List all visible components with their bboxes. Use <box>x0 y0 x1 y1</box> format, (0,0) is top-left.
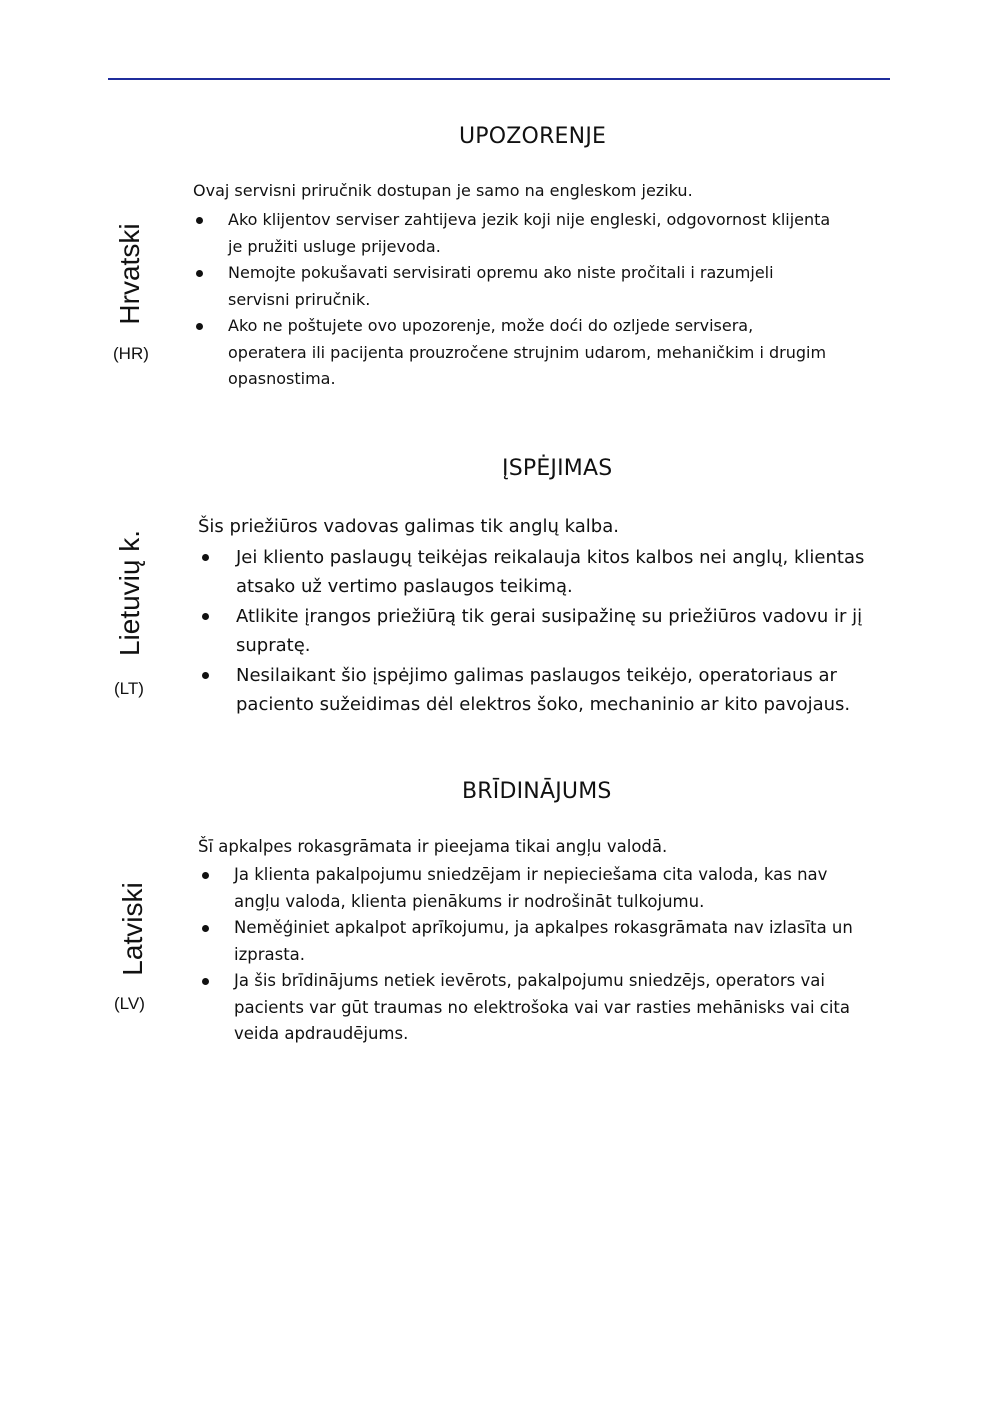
bullet-icon <box>202 978 209 985</box>
list-item-text: Atlikite įrangos priežiūrą tik gerai susipažinę su priežiūros vadovu ir jį supratę. <box>236 606 863 656</box>
list-item-text: Ja klienta pakalpojumu sniedzējam ir nepieciešama cita valoda, kas nav angļu valoda, klienta pienākums ir nodrošināt tulkojumu. <box>234 865 828 911</box>
warning-list <box>193 207 893 393</box>
intro-text: Ovaj servisni priručnik dostupan je samo na engleskom jeziku. <box>193 181 693 200</box>
list-item <box>193 207 893 260</box>
list-item-text: Nesilaikant šio įspėjimo galimas paslaugos teikėjo, operatoriaus ar paciento sužeidimas dėl elektros šoko, mechaninio ar kito pavojaus. <box>236 665 851 715</box>
section-title: UPOZORENJE <box>459 124 607 149</box>
language-code: (LV) <box>114 994 145 1013</box>
list-item <box>198 602 898 660</box>
bullet-icon <box>202 672 209 679</box>
list-item-text: Ako klijentov serviser zahtijeva jezik koji nije engleski, odgovornost klijenta je pružiti usluge prijevoda. <box>228 210 831 256</box>
list-item <box>198 862 898 915</box>
language-label: Lietuvių k. <box>114 529 145 657</box>
section-title: ĮSPĖJIMAS <box>502 456 613 481</box>
language-label: Latviski <box>117 882 148 976</box>
language-code: (HR) <box>113 344 149 363</box>
list-item <box>198 543 898 601</box>
warning-list <box>198 862 898 1048</box>
bullet-icon <box>202 613 209 620</box>
list-item-text: Nemojte pokušavati servisirati opremu ako niste pročitali i razumjeli servisni priručnik. <box>228 263 774 309</box>
list-item <box>193 260 893 313</box>
section-title: BRĪDINĀJUMS <box>462 779 612 804</box>
list-item-text: Neměģiniet apkalpot aprīkojumu, ja apkalpes rokasgrāmata nav izlasīta un izprasta. <box>234 918 853 964</box>
intro-text: Šī apkalpes rokasgrāmata ir pieejama tikai angļu valodā. <box>198 837 668 856</box>
bullet-icon <box>196 323 203 330</box>
bullet-icon <box>202 925 209 932</box>
list-item <box>198 915 898 968</box>
bullet-icon <box>202 872 209 879</box>
intro-text: Šis priežiūros vadovas galimas tik anglų kalba. <box>198 516 619 537</box>
bullet-icon <box>196 217 203 224</box>
bullet-icon <box>196 270 203 277</box>
language-code: (LT) <box>114 679 144 698</box>
warning-list <box>198 543 898 719</box>
bullet-icon <box>202 554 209 561</box>
list-item <box>198 661 898 719</box>
list-item <box>193 313 893 393</box>
language-label: Hrvatski <box>114 223 145 325</box>
list-item-text: Ako ne poštujete ovo upozorenje, može doći do ozljede servisera, operatera ili pacijenta prouzročene strujnim udarom, mehaničkim i drugim opasnostima. <box>228 316 827 388</box>
header-rule <box>108 78 890 80</box>
list-item <box>198 968 898 1048</box>
list-item-text: Ja šis brīdinājums netiek ievērots, pakalpojumu sniedzējs, operators vai pacients var gūt traumas no elektrošoka vai var rasties mehānisks vai cita veida apdraudējums. <box>234 971 851 1043</box>
list-item-text: Jei kliento paslaugų teikėjas reikalauja kitos kalbos nei anglų, klientas atsako už vertimo paslaugos teikimą. <box>236 547 865 597</box>
